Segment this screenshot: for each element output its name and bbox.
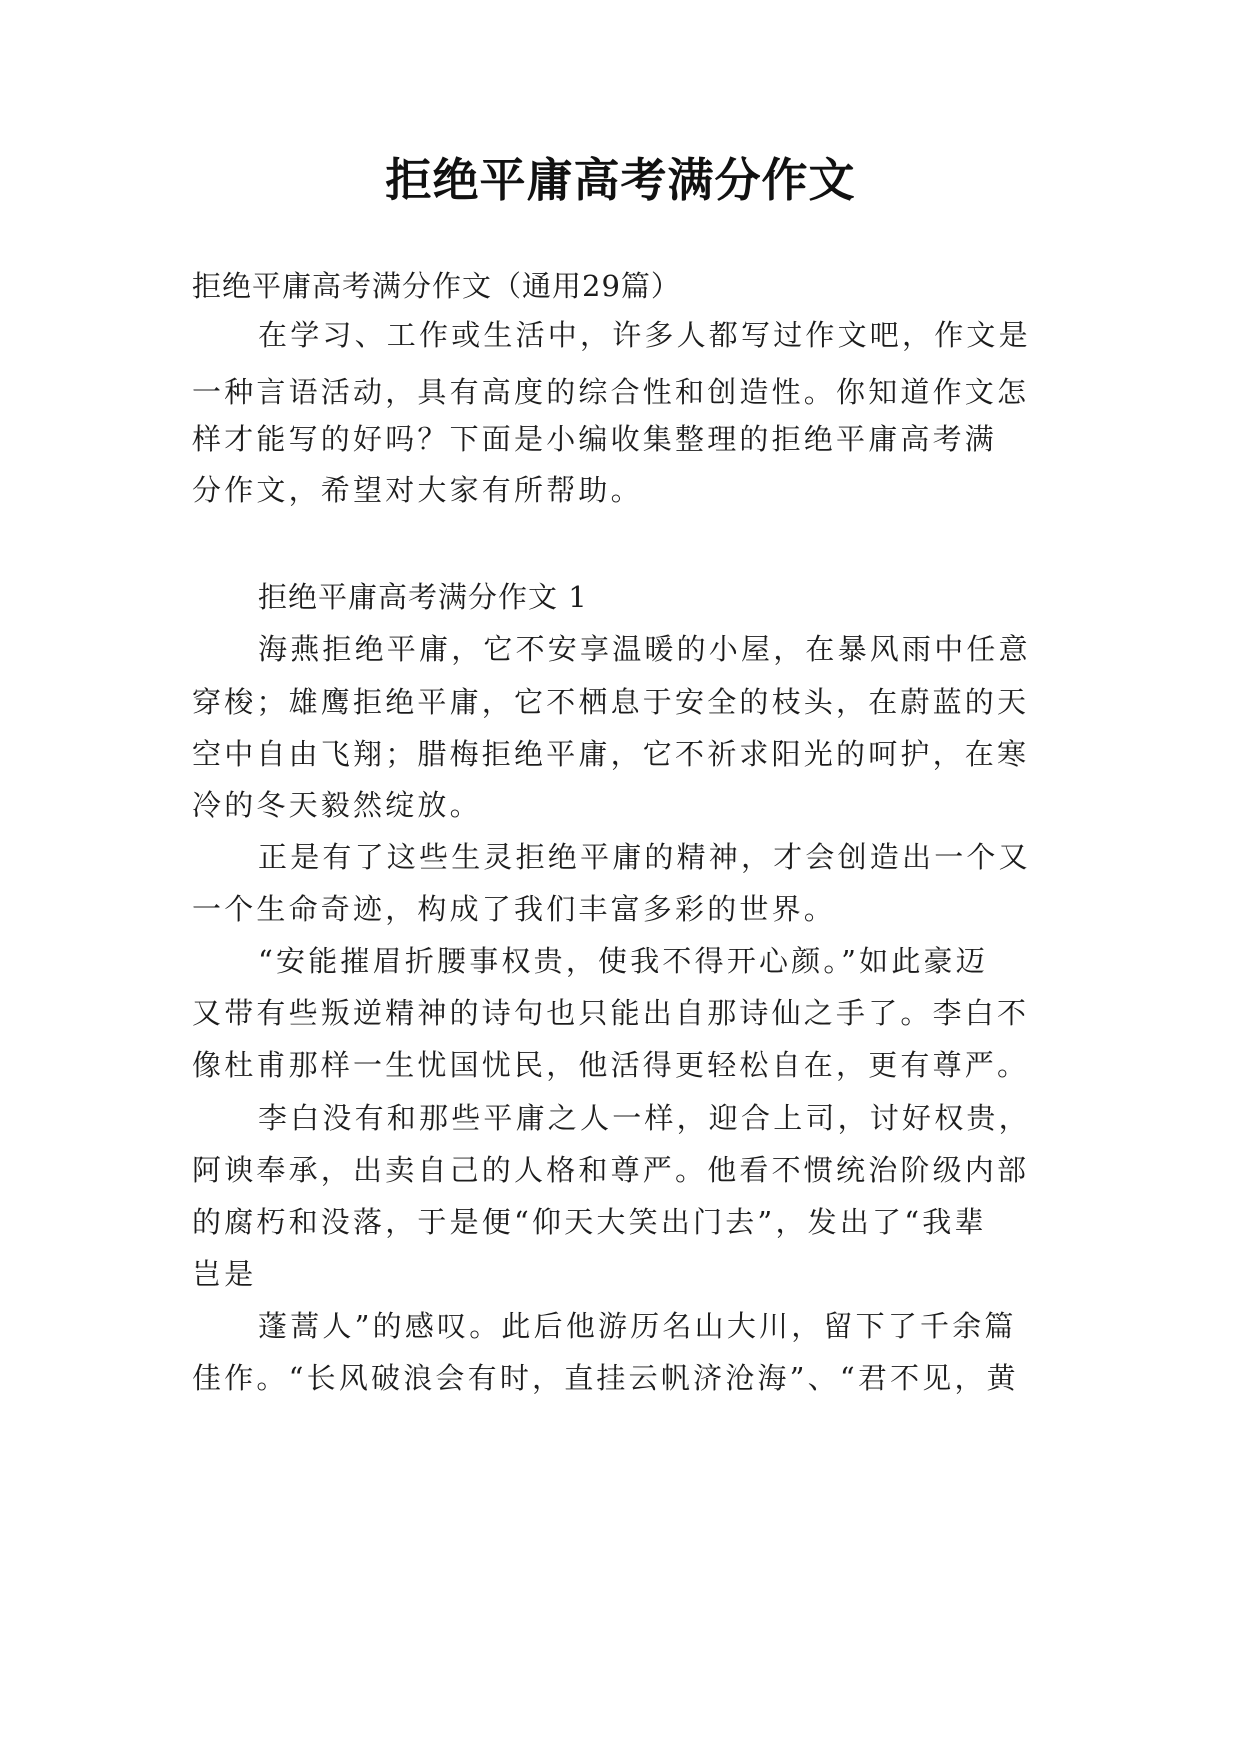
body-line: 岂是 <box>192 1257 257 1291</box>
body-line: 蓬蒿人”的感叹。此后他游历名山大川，留下了千余篇 <box>258 1309 1017 1343</box>
body-line: 空中自由飞翔；腊梅拒绝平庸，它不祈求阳光的呵护，在寒 <box>192 737 1030 771</box>
body-line: 李白没有和那些平庸之人一样，迎合上司，讨好权贵， <box>258 1101 1031 1135</box>
body-line: 佳作。“长风破浪会有时，直挂云帆济沧海”、“君不见，黄 <box>192 1361 1019 1395</box>
body-line: 穿梭；雄鹰拒绝平庸，它不栖息于安全的枝头，在蔚蓝的天 <box>192 685 1030 719</box>
document-subtitle: 拒绝平庸高考满分作文（通用29篇） <box>192 269 681 303</box>
section-heading: 拒绝平庸高考满分作文 1 <box>258 580 588 614</box>
body-line: 海燕拒绝平庸，它不安享温暖的小屋，在暴风雨中任意 <box>258 632 1031 666</box>
body-line: “安能摧眉折腰事权贵，使我不得开心颜。”如此豪迈 <box>258 944 988 978</box>
body-line: 正是有了这些生灵拒绝平庸的精神，才会创造出一个又 <box>258 840 1031 874</box>
body-line: 的腐朽和没落，于是便“仰天大笑出门去”，发出了“我辈 <box>192 1205 987 1239</box>
body-line: 像杜甫那样一生忧国忧民，他活得更轻松自在，更有尊严。 <box>192 1048 1030 1082</box>
intro-line: 一种言语活动，具有高度的综合性和创造性。你知道作文怎 <box>192 375 1030 409</box>
body-line: 一个生命奇迹，构成了我们丰富多彩的世界。 <box>192 892 837 926</box>
intro-line: 样才能写的好吗？下面是小编收集整理的拒绝平庸高考满 <box>192 422 998 456</box>
body-line: 又带有些叛逆精神的诗句也只能出自那诗仙之手了。李白不 <box>192 996 1030 1030</box>
intro-line: 在学习、工作或生活中，许多人都写过作文吧，作文是 <box>258 318 1031 352</box>
body-line: 冷的冬天毅然绽放。 <box>192 788 482 822</box>
body-line: 阿谀奉承，出卖自己的人格和尊严。他看不惯统治阶级内部 <box>192 1153 1030 1187</box>
intro-line: 分作文，希望对大家有所帮助。 <box>192 473 643 507</box>
document-title: 拒绝平庸高考满分作文 <box>385 153 856 207</box>
